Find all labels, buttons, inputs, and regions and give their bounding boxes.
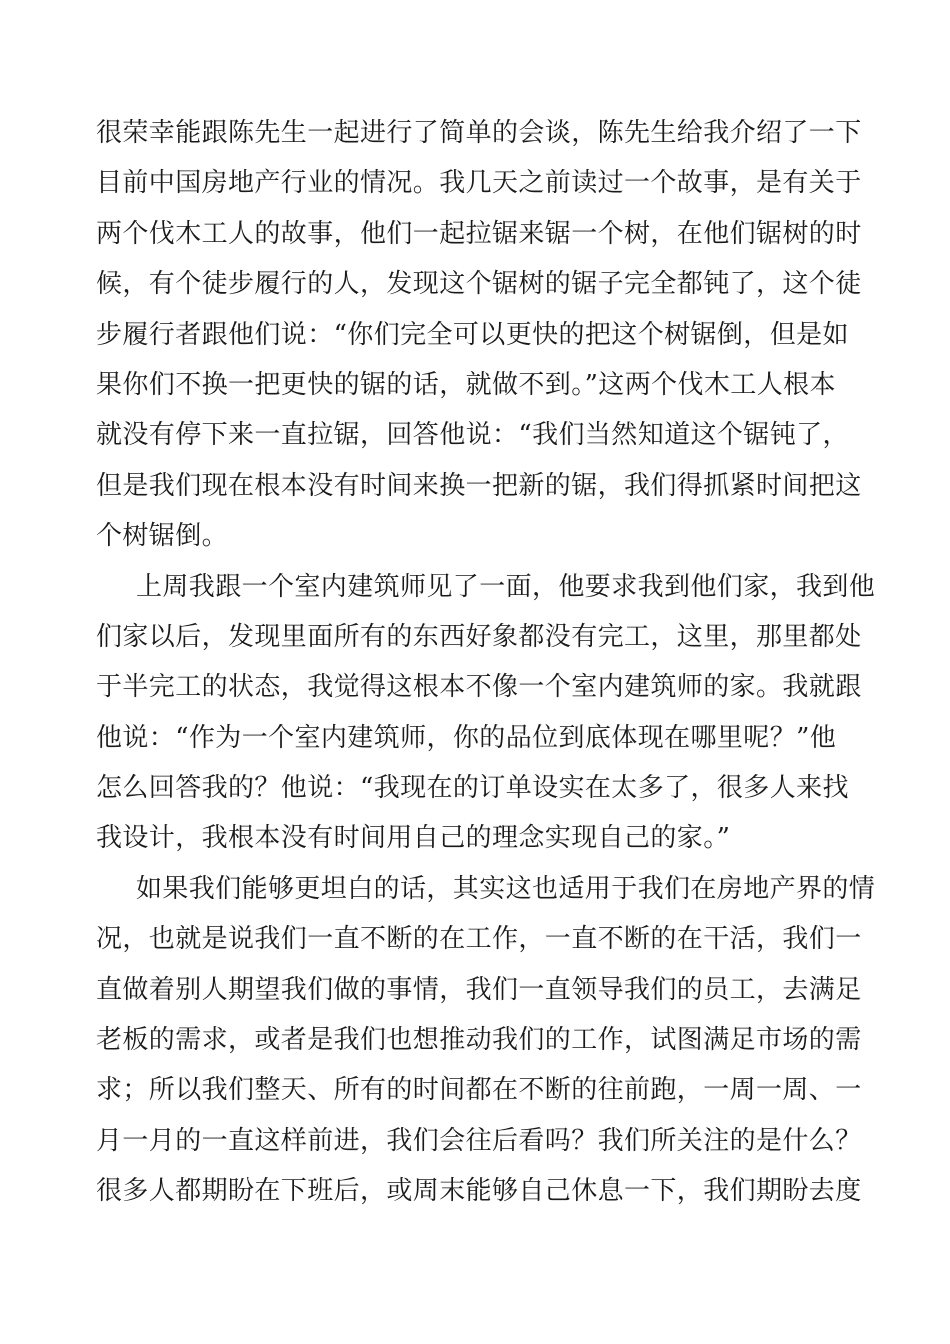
text-line: 步履行者跟他们说：“你们完全可以更快的把这个树锯倒，但是如 xyxy=(96,319,849,350)
text-line: 个树锯倒。 xyxy=(96,521,229,552)
text-line: 两个伐木工人的故事，他们一起拉锯来锯一个树，在他们锯树的时 xyxy=(96,218,862,249)
text-line: 我设计，我根本没有时间用自己的理念实现自己的家。” xyxy=(96,823,731,854)
text-line: 于半完工的状态，我觉得这根本不像一个室内建筑师的家。我就跟 xyxy=(96,672,862,703)
text-line: 况，也就是说我们一直不断的在工作，一直不断的在干活，我们一 xyxy=(96,924,862,955)
text-line: 但是我们现在根本没有时间来换一把新的锯，我们得抓紧时间把这 xyxy=(96,470,862,501)
text-line: 们家以后，发现里面所有的东西好象都没有完工，这里，那里都处 xyxy=(96,621,862,652)
text-line: 直做着别人期望我们做的事情，我们一直领导我们的员工，去满足 xyxy=(96,974,862,1005)
text-line: 老板的需求，或者是我们也想推动我们的工作，试图满足市场的需 xyxy=(96,1025,862,1056)
text-line: 求；所以我们整天、所有的时间都在不断的往前跑，一周一周、一 xyxy=(96,1075,862,1106)
text-line: 就没有停下来一直拉锯，回答他说：“我们当然知道这个锯钝了， xyxy=(96,420,849,451)
text-line: 很荣幸能跟陈先生一起进行了简单的会谈，陈先生给我介绍了一下 xyxy=(96,118,862,148)
text-line: 怎么回答我的？他说：“我现在的订单设实在太多了，很多人来找 xyxy=(96,773,849,804)
text-line: 如果我们能够更坦白的话，其实这也适用于我们在房地产界的情 xyxy=(136,873,876,904)
text-line: 候，有个徒步履行的人，发现这个锯树的锯子完全都钝了，这个徒 xyxy=(96,269,862,300)
text-line: 目前中国房地产行业的情况。我几天之前读过一个故事，是有关于 xyxy=(96,168,862,199)
text-line: 很多人都期盼在下班后，或周末能够自己休息一下，我们期盼去度 xyxy=(96,1176,862,1207)
text-line: 他说：“作为一个室内建筑师，你的品位到底体现在哪里呢？”他 xyxy=(96,722,837,753)
text-line: 月一月的一直这样前进，我们会往后看吗？我们所关注的是什么？ xyxy=(96,1125,862,1156)
text-line: 上周我跟一个室内建筑师见了一面，他要求我到他们家，我到他 xyxy=(136,571,876,602)
text-line: 果你们不换一把更快的锯的话，就做不到。”这两个伐木工人根本 xyxy=(96,369,836,400)
body-text xyxy=(96,108,876,1217)
